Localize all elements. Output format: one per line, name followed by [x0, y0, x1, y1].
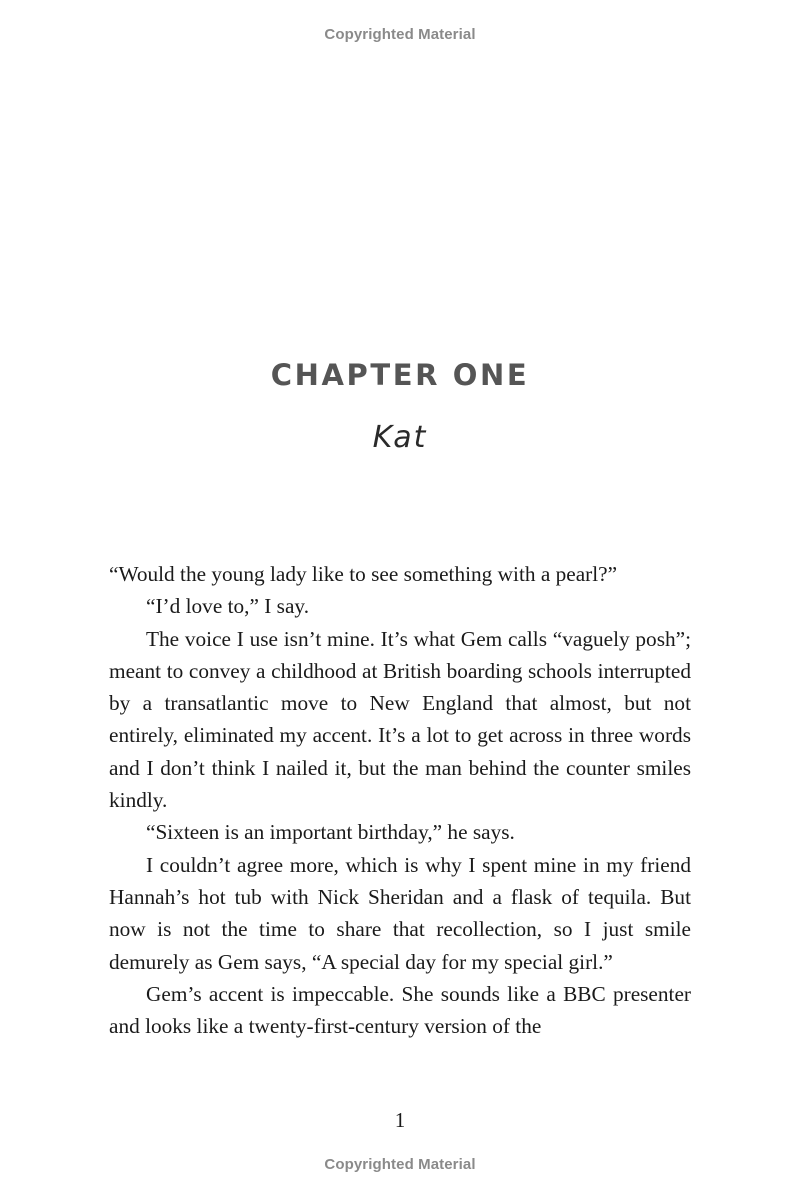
paragraph: I couldn’t agree more, which is why I spent mine in my friend Hannah’s hot tub with Nick Sheridan and a flask of tequila. But now is not the time to share that recollection, so I just smile demurely as Gem says, “A special day for my special girl.”	[109, 852, 691, 974]
chapter-title: CHAPTER ONE	[270, 358, 530, 392]
page-number: 1	[394, 1108, 406, 1132]
paragraph: The voice I use isn’t mine. It’s what Gem calls “vaguely posh”; meant to convey a childhood at British boarding schools interrupted by a transatlantic move to New England that almost, but not entirely, eliminated my accent. It’s a lot to get across in three words and I don’t think I nailed it, but the man behind the counter smiles kindly.	[109, 626, 691, 813]
body-text	[109, 558, 691, 1042]
paragraph: “Would the young lady like to see something with a pearl?”	[109, 562, 618, 586]
chapter-subtitle: Kat	[372, 420, 428, 455]
copyright-watermark-bottom: Copyrighted Material	[324, 1156, 476, 1173]
copyright-watermark-top: Copyrighted Material	[324, 26, 476, 43]
paragraph: “Sixteen is an important birthday,” he says.	[146, 820, 515, 845]
paragraph: Gem’s accent is impeccable. She sounds like a BBC presenter and looks like a twenty-first-century version of the	[109, 981, 691, 1039]
paragraph: “I’d love to,” I say.	[146, 594, 310, 619]
